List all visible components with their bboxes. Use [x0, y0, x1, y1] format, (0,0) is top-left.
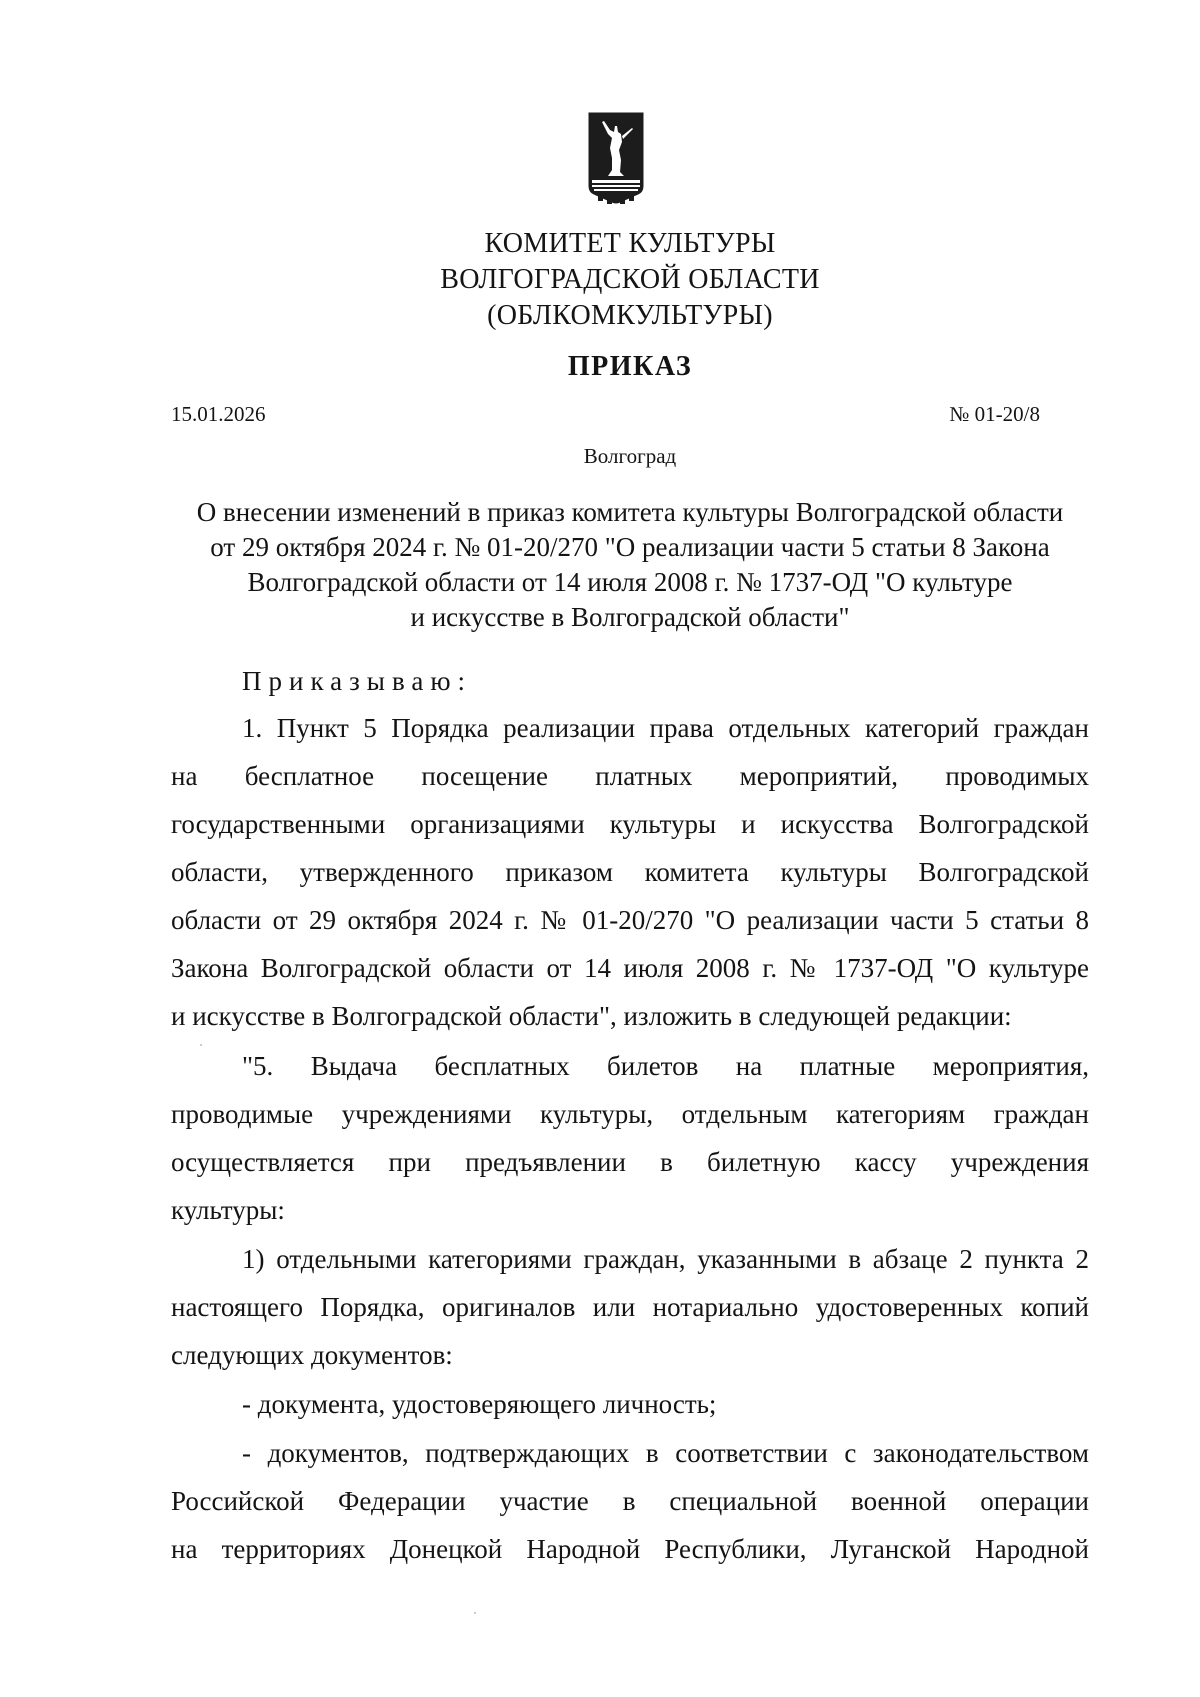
scan-speck [200, 1044, 202, 1046]
document-type-heading: ПРИКАЗ [567, 351, 693, 382]
body-text-line: на территориях Донецкой Народной Республики, Луганской Народной [171, 1534, 1089, 1564]
document-title-line: О внесении изменений в приказ комитета культуры Волгоградской области [196, 497, 1064, 527]
body-text-line: - документов, подтверждающих в соответствии с законодательством [242, 1438, 1089, 1468]
document-title-line: от 29 октября 2024 г. № 01-20/270 "О реализации части 5 статьи 8 Закона [210, 532, 1050, 562]
document-title-line: Волгоградской области от 14 июля 2008 г. № 1737-ОД "О культуре [247, 567, 1013, 597]
body-text-line: области от 29 октября 2024 г. № 01-20/270 "О реализации части 5 статьи 8 [171, 905, 1089, 935]
body-text-line: следующих документов: [171, 1340, 453, 1370]
organization-name-line-2: ВОЛГОГРАДСКОЙ ОБЛАСТИ [440, 264, 820, 295]
coat-of-arms-icon [588, 112, 644, 210]
document-city: Волгоград [583, 444, 677, 468]
organization-short-name: (ОБЛКОМКУЛЬТУРЫ) [487, 300, 773, 331]
body-text-line: осуществляется при предъявлении в билетную кассу учреждения [171, 1147, 1089, 1177]
body-text-line: 1) отдельными категориями граждан, указанными в абзаце 2 пункта 2 [242, 1244, 1089, 1274]
organization-name-line-1: КОМИТЕТ КУЛЬТУРЫ [484, 228, 776, 259]
document-number: № 01-20/8 [949, 402, 1040, 426]
body-text-line: - документа, удостоверяющего личность; [242, 1389, 717, 1419]
body-text-line: 1. Пункт 5 Порядка реализации права отдельных категорий граждан [242, 713, 1089, 743]
body-text-line: на бесплатное посещение платных мероприятий, проводимых [171, 761, 1089, 791]
scan-speck [474, 1612, 476, 1614]
body-text-line: и искусстве в Волгоградской области", изложить в следующей редакции: [171, 1001, 1012, 1031]
body-text-line: области, утвержденного приказом комитета культуры Волгоградской [171, 857, 1089, 887]
document-date: 15.01.2026 [171, 402, 266, 426]
body-text-line: Закона Волгоградской области от 14 июля 2008 г. № 1737-ОД "О культуре [171, 953, 1089, 983]
body-text-line: государственными организациями культуры и искусства Волгоградской [171, 809, 1089, 839]
body-text-line: проводимые учреждениями культуры, отдельным категориям граждан [171, 1099, 1089, 1129]
body-text-line: "5. Выдача бесплатных билетов на платные мероприятия, [242, 1051, 1089, 1081]
order-directive-word: Приказываю: [242, 666, 472, 696]
document-title-line: и искусстве в Волгоградской области" [410, 602, 850, 632]
body-text-line: настоящего Порядка, оригиналов или нотариально удостоверенных копий [171, 1292, 1089, 1322]
body-text-line: Российской Федерации участие в специальной военной операции [171, 1486, 1089, 1516]
body-text-line: культуры: [171, 1195, 285, 1225]
